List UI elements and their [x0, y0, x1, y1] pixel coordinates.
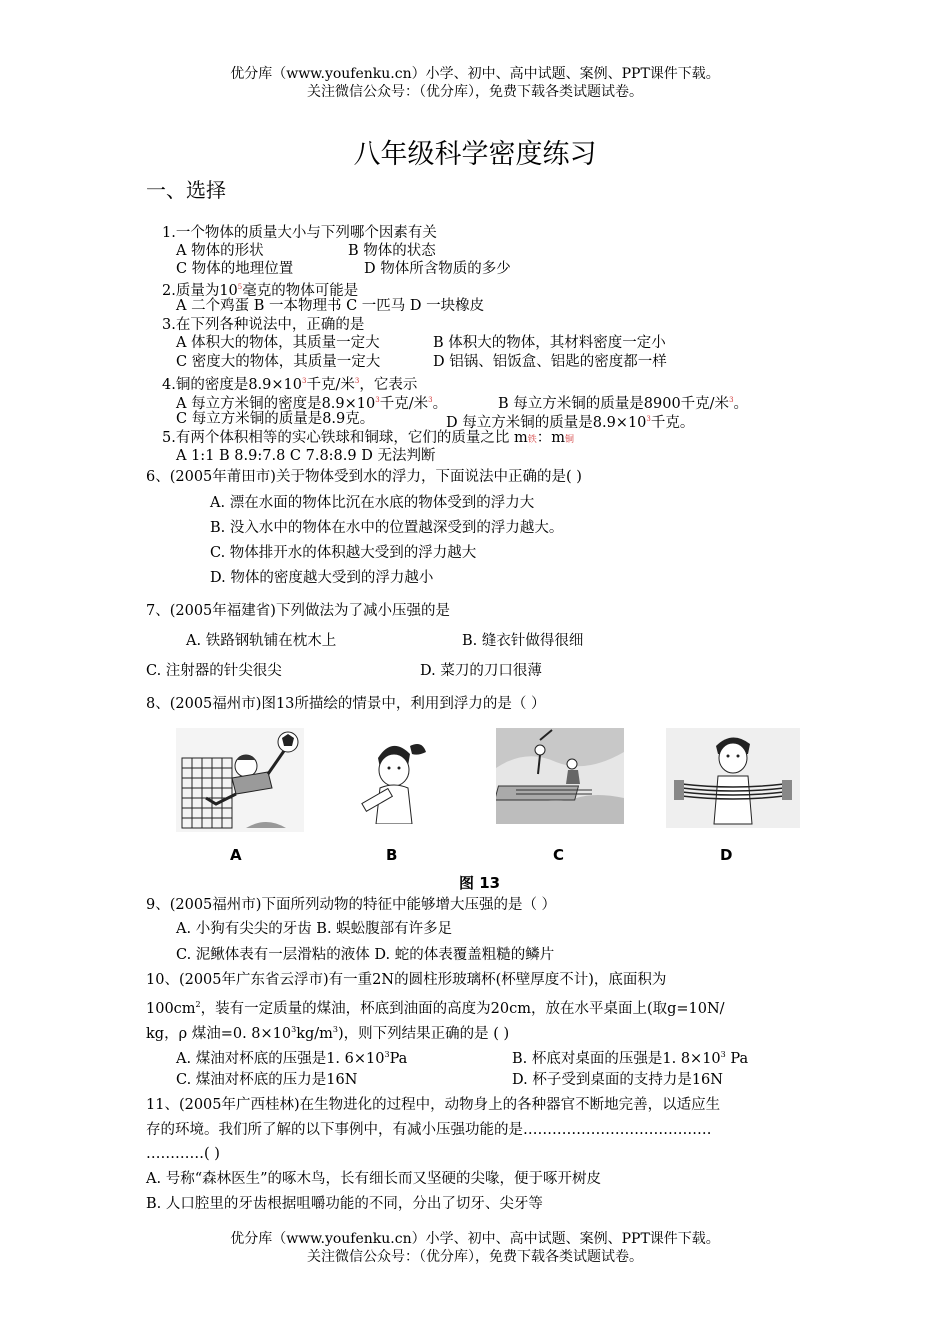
- q6-option-c: C. 物体排开水的体积越大受到的浮力越大: [210, 545, 477, 561]
- q9-options-ab: A. 小狗有尖尖的牙齿 B. 蜈蚣腹部有许多足: [176, 921, 453, 937]
- figure-13-picture-d: [666, 728, 800, 828]
- q4-option-b: B 每立方米铜的质量是8900千克/米$^3$。: [498, 395, 749, 412]
- q9-options-cd: C. 泥鳅体表有一层滑粘的液体 D. 蛇的体表覆盖粗糙的鳞片: [176, 947, 555, 963]
- q7-option-d: D. 菜刀的刀口很薄: [420, 663, 542, 679]
- q3-stem: 3.在下列各种说法中，正确的是: [162, 317, 365, 333]
- q2-stem: 2.质量为$10^5$毫克的物体可能是: [162, 282, 359, 299]
- q10-option-b: B. 杯底对桌面的压强是1. $8\times 10^3$ Pa: [512, 1050, 749, 1067]
- q6-option-b: B. 没入水中的物体在水中的位置越深受到的浮力越大。: [210, 520, 564, 536]
- q1-stem: 1.一个物体的质量大小与下列哪个因素有关: [162, 225, 437, 241]
- q6-option-a: A. 漂在水面的物体比沉在水底的物体受到的浮力大: [210, 495, 535, 511]
- q11-line-1: 11、(2005年广西桂林)在生物进化的过程中，动物身上的各种器官不断地完善，以适应生: [146, 1097, 721, 1113]
- q11-option-a: A. 号称“森林医生”的啄木鸟，长有细长而又坚硬的尖喙，便于啄开树皮: [146, 1171, 602, 1187]
- q1-option-b: B 物体的状态: [348, 243, 436, 259]
- q10-option-a: A. 煤油对杯底的压强是1. $6\times 10^3Pa$: [176, 1050, 408, 1067]
- q3-option-b: B 体积大的物体，其材料密度一定小: [433, 335, 666, 351]
- q10-line-3: kg，ρ 煤油=0. $8\times 10^3kg/m^3$)，则下列结果正确的是 ( ): [146, 1025, 510, 1042]
- q3-option-d: D 铝锅、铝饭盒、铝匙的密度都一样: [433, 354, 667, 370]
- page-title: 八年级科学密度练习: [353, 139, 597, 170]
- q7-option-c: C. 注射器的针尖很尖: [146, 663, 282, 679]
- q11-option-b: B. 人口腔里的牙齿根据咀嚼功能的不同，分出了切牙、尖牙等: [146, 1196, 543, 1212]
- q10-option-d: D. 杯子受到桌面的支持力是16N: [512, 1072, 723, 1088]
- q3-option-a: A 体积大的物体，其质量一定大: [176, 335, 380, 351]
- q4-option-d: D 每立方米铜的质量是$8.9\times 10^3$千克。: [446, 414, 695, 431]
- figure-13-picture-a: [176, 728, 304, 832]
- q9-stem: 9、(2005福州市)下面所列动物的特征中能够增大压强的是（ ）: [146, 897, 557, 913]
- q7-option-b: B. 缝衣针做得很细: [462, 633, 584, 649]
- q5-options: A 1:1 B 8.9:7.8 C 7.8:8.9 D 无法判断: [176, 448, 436, 464]
- footer-line-2: 关注微信公众号：（优分库），免费下载各类试题试卷。: [307, 1249, 643, 1265]
- q8-stem: 8、(2005福州市)图13所描绘的情景中，利用到浮力的是（ ）: [146, 696, 546, 712]
- q11-line-2: 存的环境。我们所了解的以下事例中，有减小压强功能的是…………………………………: [146, 1122, 712, 1138]
- figure-13-picture-c: [496, 728, 624, 824]
- q6-option-d: D. 物体的密度越大受到的浮力越小: [210, 570, 434, 586]
- q7-option-a: A. 铁路钢轨铺在枕木上: [186, 633, 337, 649]
- header-line-1: 优分库（www.youfenku.cn）小学、初中、高中试题、案例、PPT课件下载。: [230, 66, 720, 82]
- figure-13-caption: 图 13: [459, 874, 501, 892]
- figure-13-picture-b: [356, 732, 430, 824]
- figure-13-label-a: A: [230, 846, 242, 864]
- figure-13-label-d: D: [720, 846, 733, 864]
- q4-stem: 4.铜的密度是$8.9\times 10^3$千克/米$^3$，它表示: [162, 376, 418, 393]
- section-heading: 一、选择: [146, 178, 226, 202]
- q10-option-c: C. 煤油对杯底的压力是16N: [176, 1072, 358, 1088]
- q7-stem: 7、(2005年福建省)下列做法为了减小压强的是: [146, 603, 450, 619]
- footer-line-1: 优分库（www.youfenku.cn）小学、初中、高中试题、案例、PPT课件下载。: [230, 1231, 720, 1247]
- figure-13-label-c: C: [553, 846, 565, 864]
- q1-option-a: A 物体的形状: [176, 243, 264, 259]
- q10-line-1: 10、(2005年广东省云浮市)有一重2N的圆柱形玻璃杯(杯壁厚度不计)，底面积为: [146, 972, 667, 988]
- q4-option-a: A 每立方米铜的密度是$8.9\times 10^3$千克/米$^3$。: [176, 395, 448, 412]
- q6-stem: 6、(2005年莆田市)关于物体受到水的浮力，下面说法中正确的是( ): [146, 469, 582, 485]
- q5-stem: 5.有两个体积相等的实心铁球和铜球，它们的质量之比 m铁：m铜: [162, 430, 574, 446]
- figure-13-label-b: B: [386, 846, 398, 864]
- q1-option-d: D 物体所含物质的多少: [364, 261, 511, 277]
- q2-options: A 二个鸡蛋 B 一本物理书 C 一匹马 D 一块橡皮: [176, 298, 485, 314]
- q1-option-c: C 物体的地理位置: [176, 261, 294, 277]
- header-line-2: 关注微信公众号：（优分库），免费下载各类试题试卷。: [307, 84, 643, 100]
- q11-line-3: …………( ): [146, 1146, 220, 1162]
- q4-option-c: C 每立方米铜的质量是8.9克。: [176, 411, 375, 427]
- q10-line-2: $100cm^2$，装有一定质量的煤油，杯底到油面的高度为20cm，放在水平桌面上(取g=10N/: [146, 1000, 725, 1017]
- q3-option-c: C 密度大的物体，其质量一定大: [176, 354, 381, 370]
